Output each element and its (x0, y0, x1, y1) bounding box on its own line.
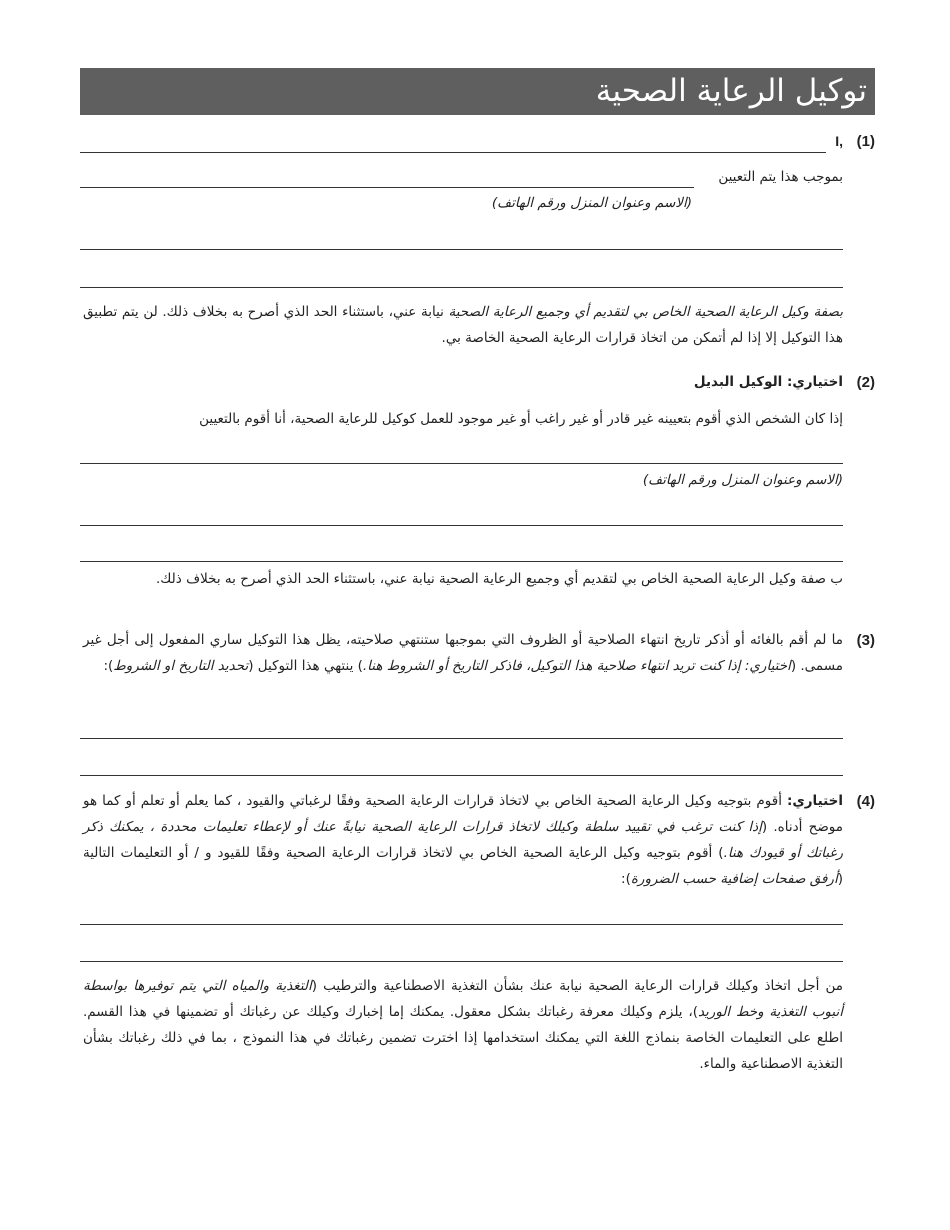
nutrition-paragraph (83, 973, 843, 1077)
section-2-intro: إذا كان الشخص الذي أقوم بتعيينه غير قادر أو غير راغب أو غير موجود للعمل كوكيل للرعاية الصحية، أنا أقوم بالتعيين (199, 411, 843, 427)
section-3-number: (3) (856, 632, 875, 649)
section-2-number: (2) (856, 374, 875, 391)
page-title: توكيل الرعاية الصحية (80, 68, 875, 115)
expiry-line-2[interactable] (80, 775, 843, 776)
section-4-italic-1: إذا كنت ترغب في تقييد سلطة وكيلك لاتخاذ قرارات الرعاية الصحية نيابةً عنك أو لإعطاء تعليمات محددة ، يمكنك ذكر رغباتك أو قيودك هنا. (83, 819, 843, 861)
agent-name-line[interactable] (80, 187, 694, 188)
section-3-paragraph (83, 627, 843, 679)
section-3-text-1: ما لم أقم بالغائه أو أذكر تاريخ انتهاء الصلاحية أو الظروف التي بموجبها ستنتهي صلاحيته، يظل هذا التوكيل ساري المفعول إلى أجل غير مسمى. ( (83, 632, 843, 674)
nutrition-text-1: من أجل اتخاذ وكيلك قرارات الرعاية الصحية نيابة عنك بشأن التغذية الاصطناعية والترطيب ( (311, 978, 843, 994)
section-4-text-2: ) أقوم بتوجيه وكيل الرعاية الصحية الخاص بي لاتخاذ قرارات الرعاية الصحية وفقًا للقيود و / أو التعليمات التالية ( (83, 845, 843, 887)
section-4-number: (4) (856, 793, 875, 810)
section-1-paragraph-italic: بصفة وكيل الرعاية الصحية الخاص بي لتقديم أي وجميع الرعاية الصحية (448, 304, 843, 320)
section-4-text-1: أقوم بتوجيه وكيل الرعاية الصحية الخاص بي لاتخاذ قرارات الرعاية الصحية وفقًا لرغباتي والقيود ، كما يعلم أو تعلم أو كما هو موضح أدناه. ( (83, 793, 843, 835)
section-1-number: (1) (856, 133, 875, 150)
appoint-text: بموجب هذا يتم التعيين (718, 169, 843, 185)
agent-name-caption: (الاسم وعنوان المنزل ورقم الهاتف) (491, 195, 692, 211)
section-1-paragraph (83, 299, 843, 351)
section-4-text-3: ): (621, 871, 631, 887)
instructions-line-2[interactable] (80, 961, 843, 962)
agent-address-line-2[interactable] (80, 287, 843, 288)
alternate-address-line-2[interactable] (80, 561, 843, 562)
section-2-paragraph: ب صفة وكيل الرعاية الصحية الخاص بي لتقديم أي وجميع الرعاية الصحية نيابة عني، باستثناء الحد الذي أصرح به بخلاف ذلك. (156, 571, 843, 587)
section-4-italic-2: أرفق صفحات إضافية حسب الضرورة (630, 871, 838, 887)
instructions-line-1[interactable] (80, 924, 843, 925)
alternate-address-line-1[interactable] (80, 525, 843, 526)
alternate-agent-line[interactable] (80, 463, 843, 464)
nutrition-italic-1: التغذية والمياه التي يتم توفيرها بواسطة أنبوب التغذية وخط الوريد (83, 978, 843, 1020)
section-1-paragraph-rest: نيابة عني، باستثناء الحد الذي أصرح به بخلاف ذلك. لن يتم تطبيق هذا التوكيل إلا إذا لم أتمكن من اتخاذ قرارات الرعاية الصحية الخاصة بي. (83, 304, 843, 346)
section-1-i-label: I, (835, 133, 843, 149)
section-3-text-3: ): (103, 658, 114, 674)
section-3-italic-2: تحديد التاريخ او الشروط (113, 658, 249, 674)
section-4-bold-label: اختياري: (787, 793, 843, 809)
section-2-heading: اختياري: الوكيل البديل (693, 374, 843, 390)
section-3-italic-1: اختياري: إذا كنت تريد انتهاء صلاحية هذا التوكيل، فاذكر التاريخ أو الشروط هنا. (362, 658, 791, 674)
agent-address-line-1[interactable] (80, 249, 843, 250)
alternate-agent-caption: (الاسم وعنوان المنزل ورقم الهاتف) (642, 472, 843, 488)
expiry-line-1[interactable] (80, 738, 843, 739)
section-3-text-2: ) ينتهي هذا التوكيل ( (248, 658, 363, 674)
section-4-paragraph (83, 788, 843, 892)
nutrition-text-2: )، يلزم وكيلك معرفة رغباتك بشكل معقول. يمكنك إما إخبارك وكيلك عن رغباتك أو تضمينها في هذا القسم. اطلع على التعليمات الخاصة بنماذج اللغة التي يمكنك استخدامها إذا اخترت تضمين رغباتك في هذا النموذج ، بما في ذلك رغباتك بشأن التغذية الاصطناعية والماء. (83, 1004, 843, 1072)
appointer-name-line[interactable] (80, 152, 826, 153)
